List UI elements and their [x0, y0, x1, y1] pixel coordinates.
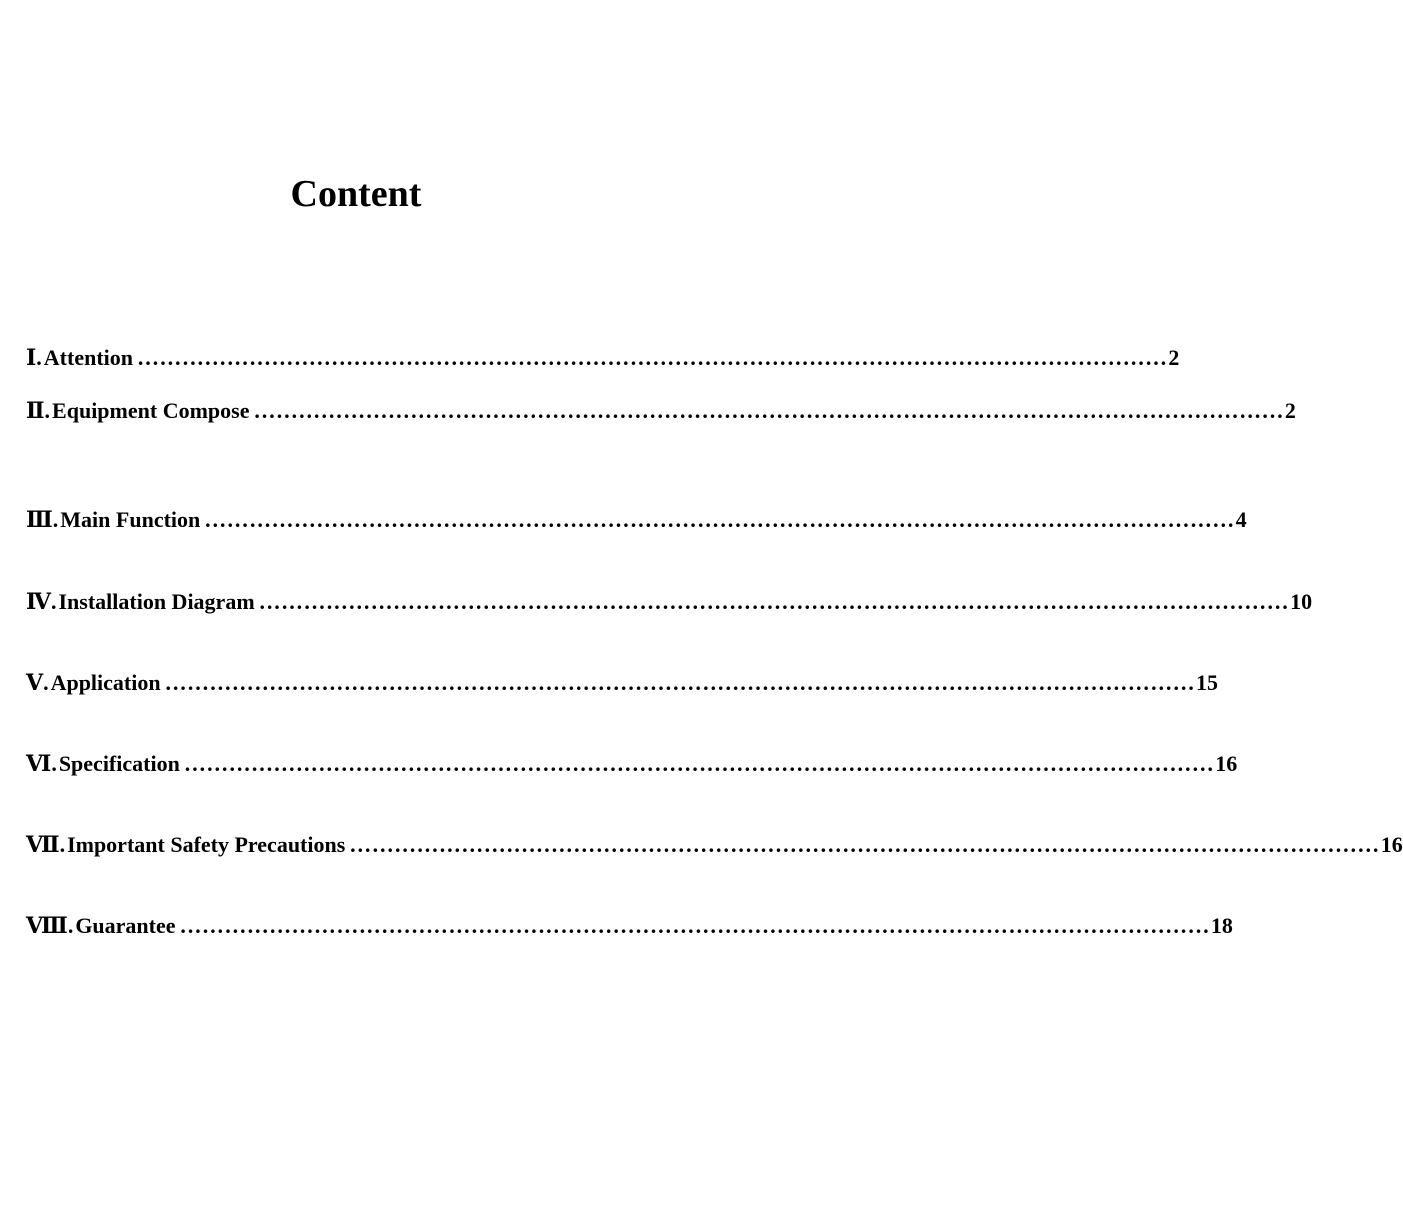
toc-numeral: Ⅳ [26, 589, 51, 614]
toc-label: Application [50, 670, 161, 695]
toc-separator: . [59, 832, 66, 857]
toc-page-number: 10 [1290, 589, 1313, 614]
toc-page-number: 4 [1235, 507, 1247, 532]
toc-label: Important Safety Precautions [67, 832, 346, 857]
toc-label: Main Function [60, 507, 201, 532]
toc-separator: . [44, 398, 51, 423]
dot-leader: ………………………………………………………………………………………………………………………… [137, 345, 1168, 370]
toc-entry-specification[interactable] [26, 750, 1238, 778]
toc-label: Guarantee [75, 913, 176, 938]
toc-page-number: 2 [1168, 345, 1180, 370]
toc-numeral: Ⅰ [26, 345, 37, 370]
toc-entry-main-function[interactable] [26, 506, 1247, 534]
toc-label: Equipment Compose [52, 398, 250, 423]
dot-leader: ………………………………………………………………………………………………………………………… [164, 670, 1196, 695]
toc-page-number: 15 [1196, 670, 1219, 695]
toc-separator: . [52, 507, 59, 532]
toc-page-number: 2 [1284, 398, 1296, 423]
toc-page-number: 16 [1380, 832, 1403, 857]
toc-page-number: 16 [1215, 751, 1238, 776]
toc-numeral: Ⅲ [26, 507, 53, 532]
toc-numeral: Ⅴ [26, 670, 44, 695]
dot-leader: ………………………………………………………………………………………………………………………… [183, 751, 1215, 776]
toc-entry-guarantee[interactable] [26, 912, 1233, 940]
dot-leader: ………………………………………………………………………………………………………………………… [253, 398, 1284, 423]
toc-label: Attention [43, 345, 134, 370]
toc-separator: . [50, 589, 57, 614]
toc-entry-attention[interactable] [26, 344, 1180, 372]
toc-numeral: Ⅵ [26, 751, 52, 776]
toc-separator: . [36, 345, 42, 370]
toc-separator: . [43, 670, 49, 695]
toc-numeral: Ⅷ [26, 913, 68, 938]
toc-page-number: 18 [1210, 913, 1233, 938]
dot-leader: ………………………………………………………………………………………………………………………… [204, 507, 1235, 532]
dot-leader: ………………………………………………………………………………………………………………………… [179, 913, 1210, 938]
toc-label: Installation Diagram [58, 589, 255, 614]
toc-entry-installation-diagram[interactable] [26, 588, 1313, 616]
page-title: Content [290, 173, 422, 215]
toc-separator: . [51, 751, 57, 776]
toc-entry-application[interactable] [26, 669, 1219, 697]
toc-label: Specification [58, 751, 180, 776]
toc-separator: . [67, 913, 74, 938]
toc-numeral: Ⅶ [26, 832, 60, 857]
dot-leader: ………………………………………………………………………………………………………………………… [258, 589, 1290, 614]
toc-entry-important-safety-precautions[interactable] [26, 831, 1403, 859]
toc-numeral: Ⅱ [26, 398, 45, 423]
toc-entry-equipment-compose[interactable] [26, 397, 1296, 425]
dot-leader: ………………………………………………………………………………………………………………………… [349, 832, 1380, 857]
